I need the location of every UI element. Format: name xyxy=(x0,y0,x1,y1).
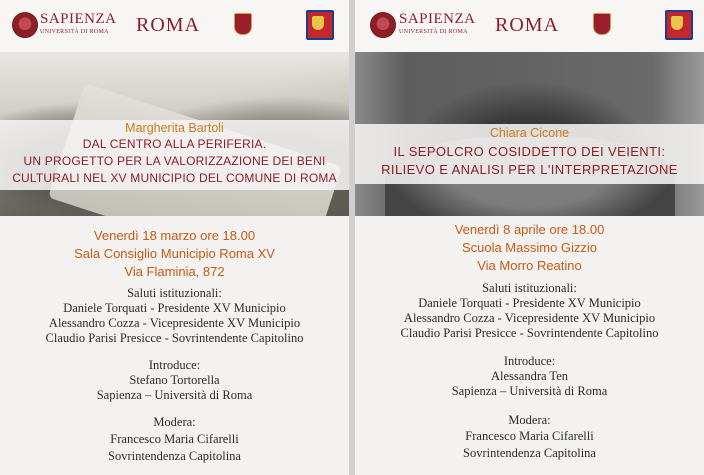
roma-logo: ROMA xyxy=(136,14,201,36)
sapienza-seal-icon xyxy=(12,12,38,38)
roma-logo: ROMA xyxy=(495,14,560,36)
poster-right xyxy=(355,0,704,475)
greetings-label: Saluti istituzionali: xyxy=(127,286,222,300)
roma-shield-icon xyxy=(234,13,252,35)
title-line: IL SEPOLCRO COSIDDETTO DEI VEIENTI: xyxy=(393,144,666,159)
greeting-line: Alessandro Cozza - Vicepresidente XV Municipio xyxy=(403,311,656,325)
municipio-crest-icon xyxy=(665,10,693,40)
moderates-label: Modera: xyxy=(508,413,551,427)
moderator-affiliation: Sovrintendenza Capitolina xyxy=(108,449,241,463)
introducer-affiliation: Sapienza – Università di Roma xyxy=(96,388,253,402)
event-venue: Sala Consiglio Municipio Roma XV xyxy=(74,246,275,261)
title-line: RILIEVO E ANALISI PER L'INTERPRETAZIONE xyxy=(381,162,678,177)
introducer-name: Alessandra Ten xyxy=(491,369,568,383)
logo-header xyxy=(0,0,349,52)
event-address: Via Morro Reatino xyxy=(477,258,582,273)
moderator-affiliation: Sovrintendenza Capitolina xyxy=(463,446,596,460)
event-date: Venerdì 18 marzo ore 18.00 xyxy=(93,228,256,243)
introducer-affiliation: Sapienza – Università di Roma xyxy=(451,384,608,398)
author: Chiara Cicone xyxy=(489,126,570,140)
tomb-photo xyxy=(355,52,704,216)
logo-header xyxy=(355,0,704,52)
greeting-line: Daniele Torquati - Presidente XV Municipio xyxy=(63,301,286,315)
introducer-name: Stefano Tortorella xyxy=(129,373,220,387)
sapienza-logo-subtext: UNIVERSITÀ DI ROMA xyxy=(399,29,468,35)
greeting-line: Daniele Torquati - Presidente XV Municipio xyxy=(418,296,641,310)
sapienza-logo xyxy=(399,12,476,35)
sapienza-logo-text: SAPIENZA xyxy=(399,11,476,27)
municipio-crest-icon xyxy=(306,10,334,40)
moderates-label: Modera: xyxy=(153,415,196,429)
sapienza-logo-text: SAPIENZA xyxy=(40,11,117,27)
moderator-name: Francesco Maria Cifarelli xyxy=(465,429,594,443)
event-date: Venerdì 8 aprile ore 18.00 xyxy=(454,222,605,237)
sapienza-seal-icon xyxy=(370,12,396,38)
greeting-line: Alessandro Cozza - Vicepresidente XV Municipio xyxy=(48,316,301,330)
inscription-photo xyxy=(0,52,349,216)
title-line: CULTURALI NEL XV MUNICIPIO DEL COMUNE DI ROMA xyxy=(12,171,337,185)
author: Margherita Bartoli xyxy=(125,121,224,135)
poster-left xyxy=(0,0,349,475)
title-band xyxy=(0,120,349,190)
event-address: Via Flaminia, 872 xyxy=(124,264,225,279)
title-line: UN PROGETTO PER LA VALORIZZAZIONE DEI BENI xyxy=(23,154,326,168)
sapienza-logo xyxy=(40,12,117,35)
greeting-line: Claudio Parisi Presicce - Sovrintendente Capitolino xyxy=(400,326,659,340)
sapienza-logo-subtext: UNIVERSITÀ DI ROMA xyxy=(40,29,109,35)
title-band xyxy=(355,124,704,184)
greeting-line: Claudio Parisi Presicce - Sovrintendente Capitolino xyxy=(45,331,304,345)
introduces-label: Introduce: xyxy=(148,358,201,372)
event-venue: Scuola Massimo Gizzio xyxy=(461,240,598,255)
roma-shield-icon xyxy=(593,13,611,35)
title-line: DAL CENTRO ALLA PERIFERIA. xyxy=(82,137,267,151)
moderator-name: Francesco Maria Cifarelli xyxy=(110,432,239,446)
greetings-label: Saluti istituzionali: xyxy=(482,281,577,295)
introduces-label: Introduce: xyxy=(503,354,556,368)
